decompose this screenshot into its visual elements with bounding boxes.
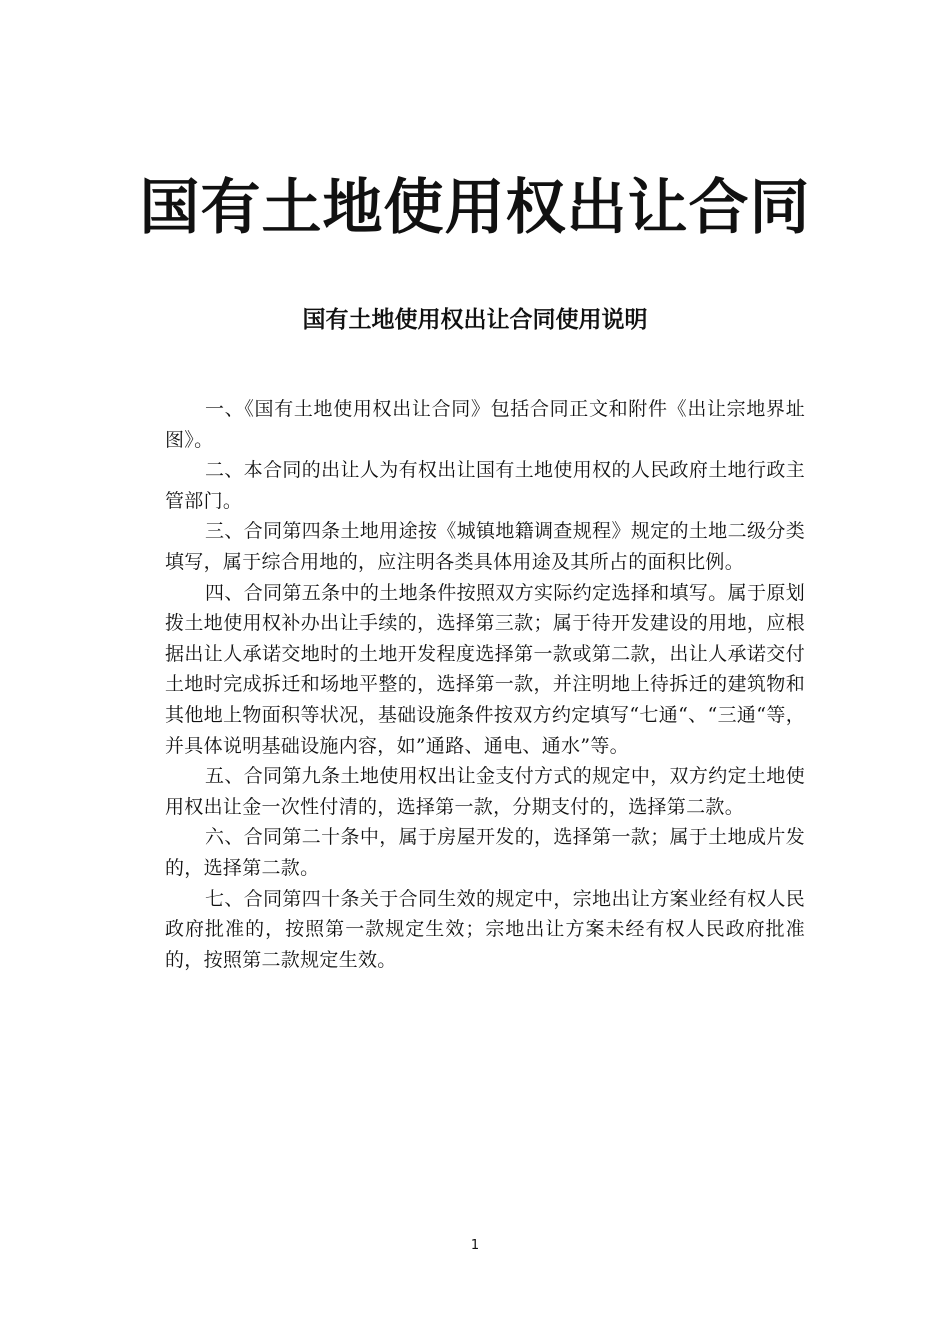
paragraph-6: 六、合同第二十条中，属于房屋开发的，选择第一款；属于土地成片发的，选择第二款。 (165, 826, 805, 879)
paragraph-2: 二、本合同的出让人为有权出让国有土地使用权的人民政府土地行政主管部门。 (165, 459, 805, 512)
paragraph-7: 七、合同第四十条关于合同生效的规定中，宗地出让方案业经有权人民政府批准的，按照第一款规定生效；宗地出让方案未经有权人民政府批准的，按照第二款规定生效。 (165, 887, 805, 971)
paragraph-3: 三、合同第四条土地用途按《城镇地籍调查规程》规定的土地二级分类填写，属于综合用地的，应注明各类具体用途及其所占的面积比例。 (165, 520, 805, 573)
document-subtitle: 国有土地使用权出让合同使用说明 (302, 306, 648, 333)
document-body (165, 394, 805, 975)
page-number: 1 (470, 1238, 480, 1253)
paragraph-1: 一、《国有土地使用权出让合同》包括合同正文和附件《出让宗地界址图》。 (165, 398, 805, 451)
paragraph-5: 五、合同第九条土地使用权出让金支付方式的规定中，双方约定土地使用权出让金一次性付清的，选择第一款，分期支付的，选择第二款。 (165, 765, 805, 818)
document-title: 国有土地使用权出让合同 (139, 173, 811, 243)
paragraph-4: 四、合同第五条中的土地条件按照双方实际约定选择和填写。属于原划拨土地使用权补办出让手续的，选择第三款；属于待开发建设的用地，应根据出让人承诺交地时的土地开发程度选择第一款或第二款，出让人承诺交付土地时完成拆迁和场地平整的，选择第一款，并注明地上待拆迁的建筑物和其他地上物面积等状况，基础设施条件按双方约定填写“七通“、“三通“等，并具体说明基础设施内容，如”通路、通电、通水”等。 (165, 581, 805, 757)
